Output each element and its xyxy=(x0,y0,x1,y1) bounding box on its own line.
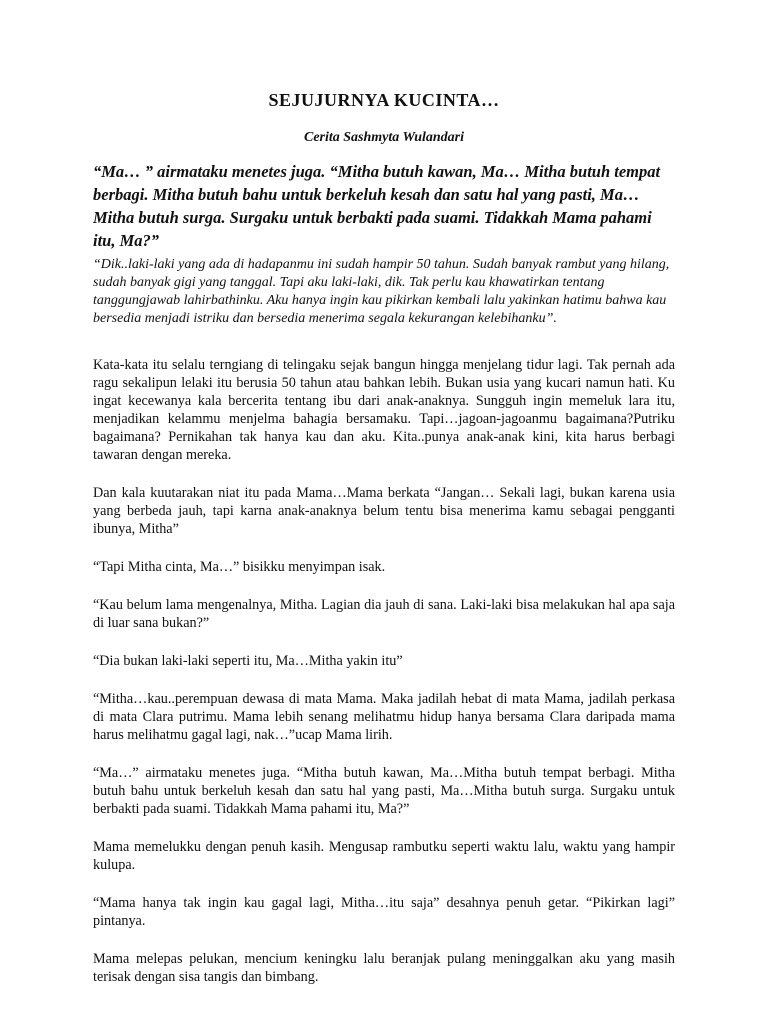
document-author: Cerita Sashmyta Wulandari xyxy=(303,130,464,145)
story-paragraph: “Mitha…kau..perempuan dewasa di mata Mama. Maka jadilah hebat di mata Mama, jadilah perkasa di mata Clara putrimu. Mama lebih senang melihatmu hidup hanya bersama Clara daripada mama harus melihatmu gagal lagi, nak…”ucap Mama lirih. xyxy=(93,691,675,743)
story-paragraph: “Dia bukan laki-laki seperti itu, Ma…Mitha yakin itu” xyxy=(93,653,403,669)
story-paragraph: “Ma…” airmataku menetes juga. “Mitha butuh kawan, Ma…Mitha butuh tempat berbagi. Mitha butuh bahu untuk berkeluh kesah dan satu hal yang pasti, Ma…Mitha butuh surga. Surgaku untuk berbakti pada suami. Tidakkah Mama pahami itu, Ma?” xyxy=(93,765,675,817)
story-paragraph: Dan kala kuutarakan niat itu pada Mama…Mama berkata “Jangan… Sekali lagi, bukan karena usia yang berbeda jauh, tapi karna anak-anaknya belum tentu bisa menerima kamu sebagai pengganti ibunya, Mitha” xyxy=(93,485,675,537)
story-paragraph: “Kau belum lama mengenalnya, Mitha. Lagian dia jauh di sana. Laki-laki bisa melakukan hal apa saja di luar sana bukan?” xyxy=(93,597,675,631)
quote-paragraph: “Dik..laki-laki yang ada di hadapanmu ini sudah hampir 50 tahun. Sudah banyak rambut yang hilang, sudah banyak gigi yang tanggal. Tapi aku laki-laki, dik. Tak perlu kau khawatirkan tentang tanggungjawab lahirbathinku. Aku hanya ingin kau pikirkan kembali lalu yakinkan hatimu bahwa kau bersedia menjadi istriku dan bersedia menerima segala kekurangan kelebihanku”. xyxy=(93,257,670,326)
story-paragraph: “Mama hanya tak ingin kau gagal lagi, Mitha…itu saja” desahnya penuh getar. “Pikirkan lagi” pintanya. xyxy=(93,895,675,929)
document-title: SEJUJURNYA KUCINTA… xyxy=(268,90,500,110)
story-paragraph: “Tapi Mitha cinta, Ma…” bisikku menyimpan isak. xyxy=(93,559,386,575)
story-paragraph: Mama memelukku dengan penuh kasih. Mengusap rambutku seperti waktu lalu, waktu yang hampir kulupa. xyxy=(93,839,675,873)
story-paragraph: Kata-kata itu selalu terngiang di telingaku sejak bangun hingga menjelang tidur lagi. Tak pernah ada ragu sekalipun lelaki itu berusia 50 tahun atau bahkan lebih. Bukan usia yang kucari namun hati. Ku ingat kecewanya kala bercerita tentang ibu dari anak-anaknya. Sungguh ingin memeluk lara itu, menjadikan kelammu menjelma bahagia bersamaku. Tapi…jagoan-jagoanmu bagaimana?Putriku bagaimana? Pernikahan tak hanya kau dan aku. Kita..punya anak-anak kini, kita harus berbagi tawaran dengan mereka. xyxy=(93,357,675,463)
story-body xyxy=(93,356,675,986)
lead-paragraph: “Ma… ” airmataku menetes juga. “Mitha butuh kawan, Ma… Mitha butuh tempat berbagi. Mitha butuh bahu untuk berkeluh kesah dan satu hal yang pasti, Ma… Mitha butuh surga. Surgaku untuk berbakti pada suami. Tidakkah Mama pahami itu, Ma?” xyxy=(93,162,661,250)
story-paragraph: Mama melepas pelukan, mencium keningku lalu beranjak pulang meninggalkan aku yang masih terisak dengan sisa tangis dan bimbang. xyxy=(93,951,675,985)
